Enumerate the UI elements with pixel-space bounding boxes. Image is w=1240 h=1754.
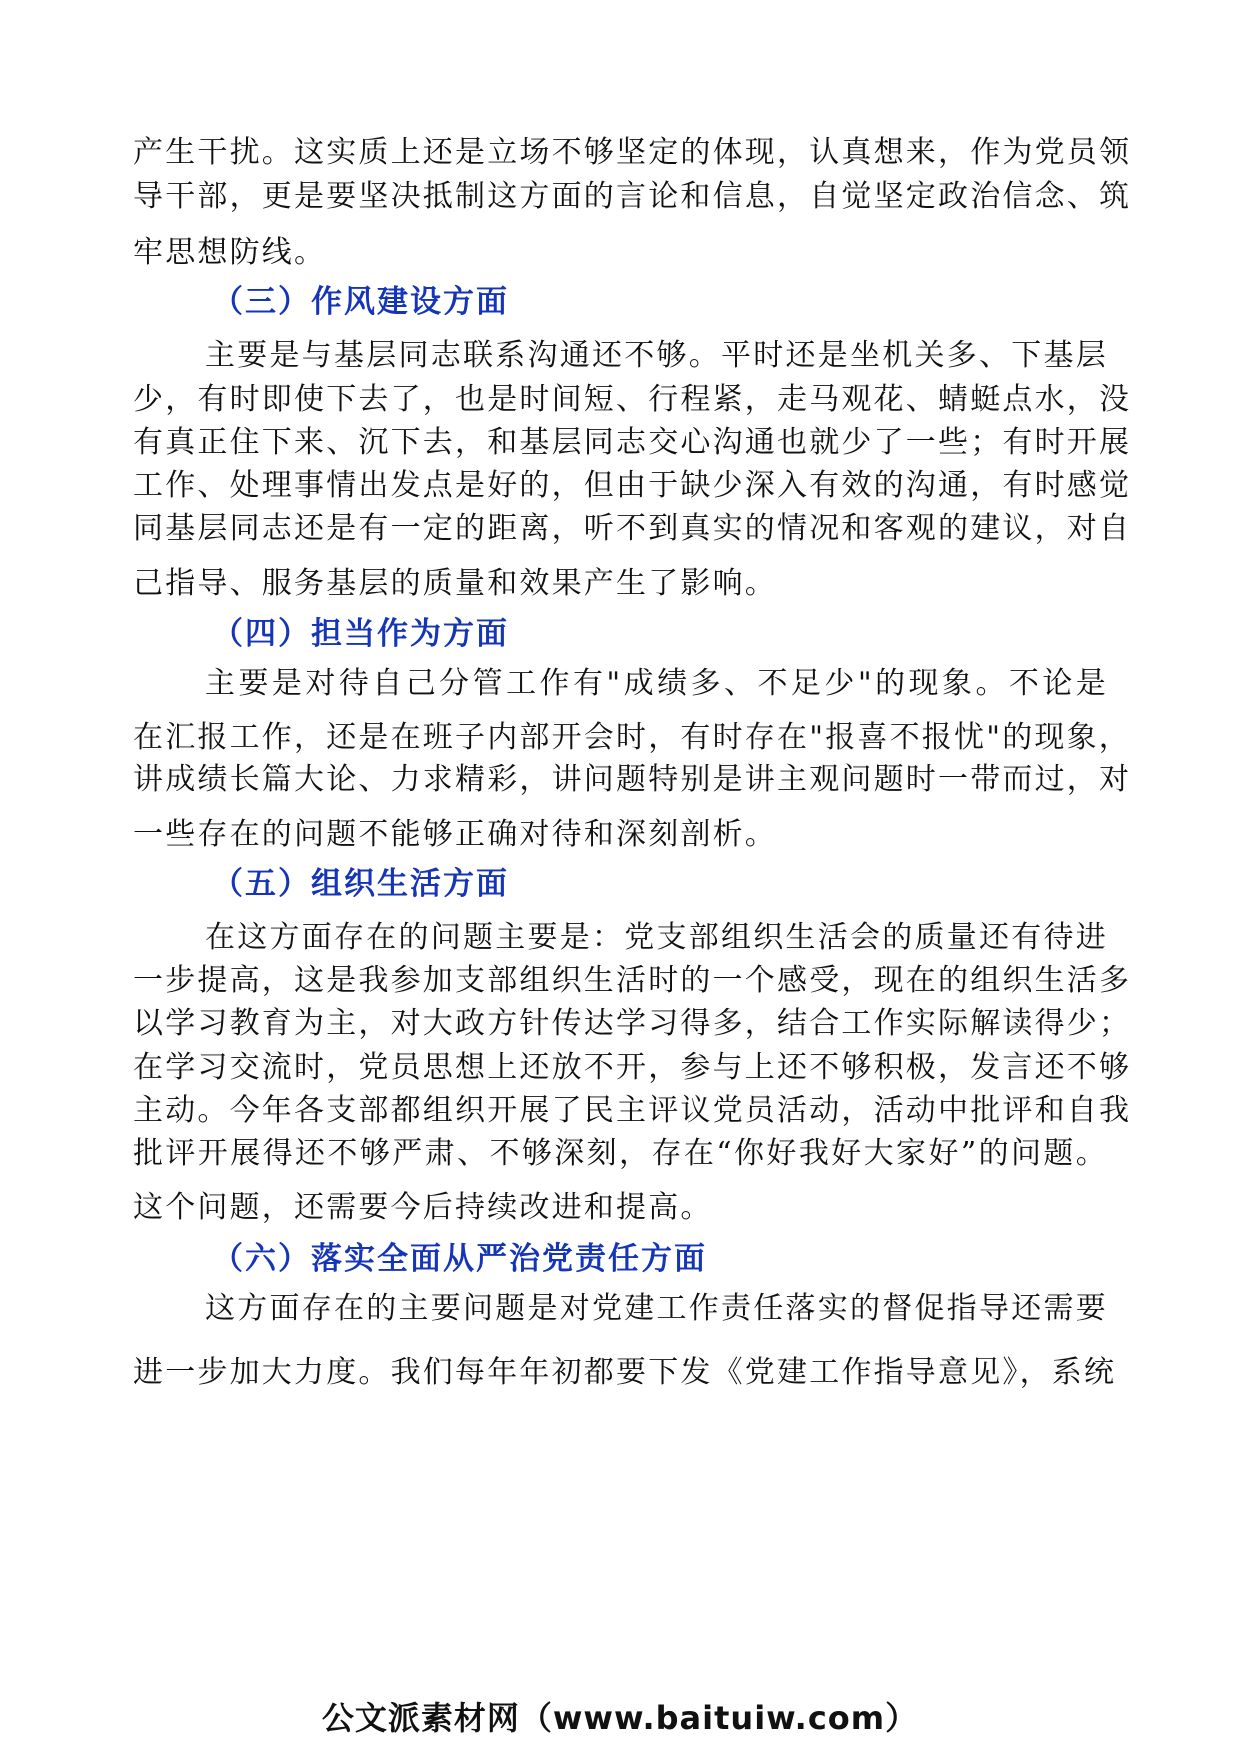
paragraph-line: 主要是对待自己分管工作有"成绩多、不足少"的现象。不论是 [205, 666, 1108, 701]
paragraph-line: 导干部，更是要坚决抵制这方面的言论和信息，自觉坚定政治信念、筑 [133, 179, 1132, 214]
paragraph-line: 工作、处理事情出发点是好的，但由于缺少深入有效的沟通，有时感觉 [133, 468, 1132, 503]
section-heading-5: （五）组织生活方面 [212, 866, 509, 902]
paragraph-line: 主动。今年各支部都组织开展了民主评议党员活动，活动中批评和自我 [133, 1093, 1132, 1128]
paragraph-line: 产生干扰。这实质上还是立场不够坚定的体现，认真想来，作为党员领 [133, 135, 1132, 170]
paragraph-line: 这方面存在的主要问题是对党建工作责任落实的督促指导还需要 [205, 1291, 1108, 1326]
paragraph-line: 一步提高，这是我参加支部组织生活时的一个感受，现在的组织生活多 [133, 963, 1132, 998]
paragraph-line: 一些存在的问题不能够正确对待和深刻剖析。 [133, 817, 777, 852]
paragraph-line: 进一步加大力度。我们每年年初都要下发《党建工作指导意见》，系统 [133, 1355, 1117, 1390]
paragraph-line: 少，有时即使下去了，也是时间短、行程紧，走马观花、蜻蜓点水，没 [133, 382, 1132, 417]
paragraph-line: 同基层同志还是有一定的距离，听不到真实的情况和客观的建议，对自 [133, 511, 1132, 546]
paragraph-line: 批评开展得还不够严肃、不够深刻，存在“你好我好大家好”的问题。 [133, 1136, 1108, 1171]
paragraph-line: 主要是与基层同志联系沟通还不够。平时还是坐机关多、下基层 [205, 338, 1108, 373]
paragraph-line: 以学习教育为主，对大政方针传达学习得多，结合工作实际解读得少； [133, 1006, 1132, 1041]
paragraph-line: 在学习交流时，党员思想上还放不开，参与上还不够积极，发言还不够 [133, 1050, 1132, 1085]
paragraph-line: 讲成绩长篇大论、力求精彩，讲问题特别是讲主观问题时一带而过，对 [133, 762, 1132, 797]
paragraph-line: 在这方面存在的问题主要是：党支部组织生活会的质量还有待进 [205, 920, 1108, 955]
paragraph-line: 有真正住下来、沉下去，和基层同志交心沟通也就少了一些；有时开展 [133, 425, 1132, 460]
paragraph-line: 这个问题，还需要今后持续改进和提高。 [133, 1190, 713, 1225]
footer-watermark: 公文派素材网（www.baituiw.com） [321, 1699, 919, 1737]
section-heading-4: （四）担当作为方面 [212, 616, 509, 652]
paragraph-line: 己指导、服务基层的质量和效果产生了影响。 [133, 566, 777, 601]
section-heading-3: （三）作风建设方面 [212, 284, 509, 320]
section-heading-6: （六）落实全面从严治党责任方面 [212, 1241, 707, 1277]
paragraph-line: 牢思想防线。 [133, 235, 327, 270]
paragraph-line: 在汇报工作，还是在班子内部开会时，有时存在"报喜不报忧"的现象， [133, 720, 1131, 755]
